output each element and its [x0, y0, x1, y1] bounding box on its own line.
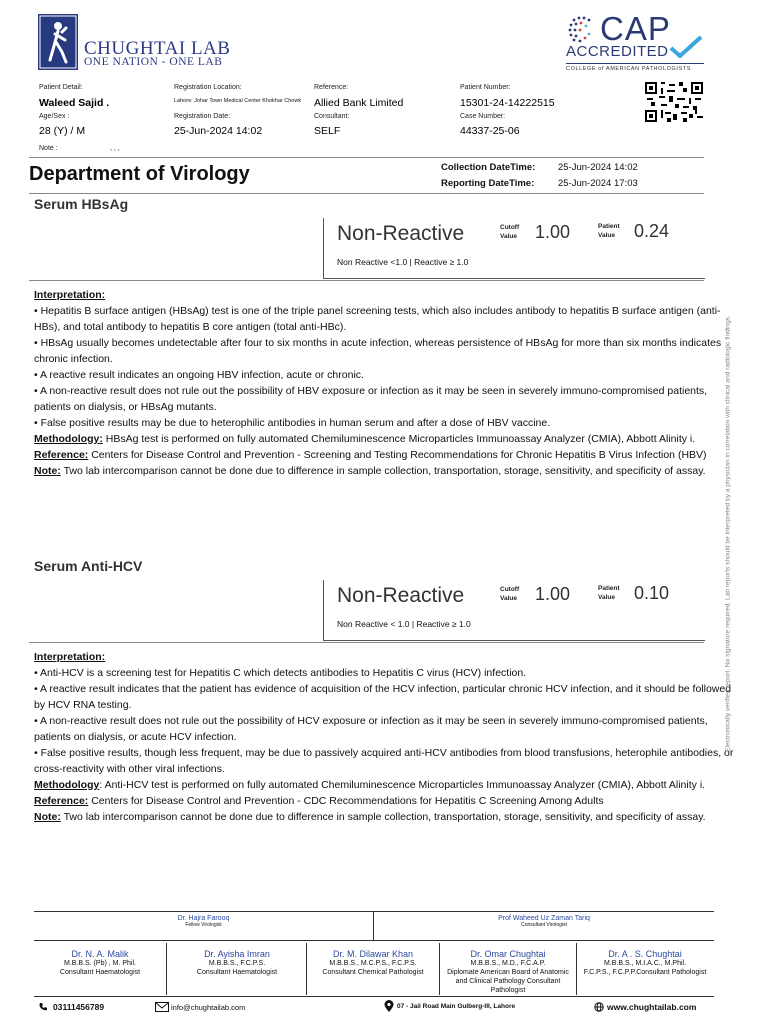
reporting-label: Reporting DateTime: — [441, 178, 535, 189]
reference-label: Reference: — [314, 84, 349, 91]
location-pin-icon — [384, 1000, 394, 1013]
walking-man-icon — [38, 14, 78, 70]
lab-name: CHUGHTAI LAB — [84, 38, 231, 59]
cap-title: CAP — [600, 10, 671, 47]
cap-divider — [566, 63, 704, 64]
result-hcv: Non-Reactive — [337, 584, 465, 607]
note-value: , , , — [110, 145, 120, 152]
collection-label: Collection DateTime: — [441, 162, 536, 173]
email-icon — [155, 1002, 169, 1012]
cap-accredited: ACCREDITED — [566, 43, 669, 60]
footer-rule — [34, 996, 714, 997]
result-hbsag: Non-Reactive — [337, 222, 465, 245]
interpretation-hcv: Interpretation: • Anti-HCV is a screening test for Hepatitis C which detects antibodies to Hepatitis C virus (HCV) infection. • A reactive result indicates that the patient has evidence of acquisition of the HCV infection, particular chronic HCV infection, and it should be followed by HCV RNA testing. • A non-reactive result does not rule out the possibility of HCV exposure or infection as it may be seen in severely immuno-compromised patients, patients on dialysis, or acute HCV infection. • False positive results, though less frequent, may be due to passively acquired anti-HCV antibodies from blood transfusions, heterophile antibodies, or cross-reactivity with other viral infections. Methodology: Anti-HCV test is performed on fully automated Chemiluminescence Microparticles Immunoassay Analyzer (CMIA), Abbott Alinity i. Reference: Centers for Disease Control and Prevention - CDC Recommendations for Hepatitis C Screening Among Adults Note: Two lab intercomparison cannot be done due to difference in sample collection, transportation, storage, sensitivity, and specificity of assay. — [34, 651, 734, 823]
cutoff-value-hbsag: 1.00 — [535, 222, 571, 242]
age-label: Age/Sex : — [39, 113, 70, 120]
patient-value-hcv: 0.10 — [634, 583, 670, 603]
signatory-sep — [306, 943, 307, 995]
section-divider — [29, 642, 704, 643]
footer-phone[interactable]: 03111456789 — [53, 1002, 105, 1012]
collection-value: 25-Jun-2024 14:02 — [558, 162, 638, 173]
case-number-value: 44337-25-06 — [460, 125, 520, 137]
patient-label-hcv: Patient Value — [598, 585, 620, 601]
lab-tagline: ONE NATION - ONE LAB — [84, 56, 223, 68]
cutoff-label-hbsag: Cutoff Value — [500, 224, 520, 240]
lab-logo — [38, 14, 78, 70]
signatory-sep — [166, 943, 167, 995]
consultant-value: SELF — [314, 125, 341, 137]
range-hcv: Non Reactive < 1.0 | Reactive ≥ 1.0 — [337, 619, 471, 629]
reg-location-label: Registration Location: — [174, 84, 242, 91]
signatory-top-2: Prof Waheed Uz Zaman Tariq Consultant Virologist — [498, 915, 590, 928]
signatory-1: Dr. N. A. Malik M.B.B.S. (Pb) , M. Phil. Consultant Haematologist — [59, 949, 141, 976]
note-label: Note : — [39, 145, 58, 152]
patient-number-label: Patient Number: — [460, 84, 511, 91]
range-hbsag: Non Reactive <1.0 | Reactive ≥ 1.0 — [337, 257, 469, 267]
cutoff-label-hcv: Cutoff Value — [500, 586, 520, 602]
phone-icon — [38, 1002, 48, 1012]
case-number-label: Case Number: — [460, 113, 506, 120]
side-disclaimer: Electronically verified report. No signature required. Lab reports should be interpreted by a physician in correlation with clinical and radiologic findings. — [724, 315, 732, 752]
footer-website[interactable]: www.chughtailab.com — [607, 1002, 697, 1012]
department-divider — [29, 193, 704, 194]
signatory-3: Dr. M. Dilawar Khan M.B.B.S., M.C.P.S., F.C.P.S. Consultant Chemical Pathologist — [322, 949, 424, 976]
consultant-label: Consultant: — [314, 113, 350, 120]
reference-value: Allied Bank Limited — [314, 97, 404, 109]
cap-subtitle: COLLEGE of AMERICAN PATHOLOGISTS — [566, 66, 692, 72]
patient-name: Waleed Sajid . — [39, 97, 110, 109]
interpretation-hbsag: Interpretation: • Hepatitis B surface antigen (HBsAg) test is one of the triple panel screening tests, which also includes antibody to hepatitis B surface antigen (anti-HBs), and total antibody to hepatitis B core antigen (total anti-HBc). • HBsAg usually becomes undetectable after four to six months in acute infection, whereas persistence of HBsAg for more than six months indicates chronic infection. • A reactive result indicates an ongoing HBV infection, acute or chronic. • A non-reactive result does not rule out the possibility of HBV exposure or infection as it may be seen in severely immuno-compromised patients, patients on dialysis, or HBsAg mutants. • False positive results may be due to heterophilic antibodies in human serum and after a dose of HBV vaccine. Methodology: HBsAg test is performed on fully automated Chemiluminescence Microparticles Immunoassay Analyzer (CMIA), Abbott Alinity i. Reference: Centers for Disease Control and Prevention - Screening and Testing Recommendations for Chronic Hepatitis B Virus Infection (HBV) Note: Two lab intercomparison cannot be done due to difference in sample collection, transportation, storage, sensitivity, and specificity of assay. — [34, 289, 722, 477]
patient-number-value: 15301-24-14222515 — [460, 97, 555, 109]
patient-value-hbsag: 0.24 — [634, 221, 670, 241]
section-divider — [29, 280, 704, 281]
reg-date-label: Registration Date: — [174, 113, 231, 120]
signatory-top-1: Dr. Hajra Farooq Fellow Virologist — [177, 915, 230, 928]
signatory-5: Dr. A . S. Chughtai M.B.B.S., M.I.A.C., M.Phil. F.C.P.S., F.C.P.P.Consultant Pathologist — [583, 949, 707, 976]
checkmark-icon — [668, 34, 704, 60]
cap-dots-icon — [566, 14, 598, 46]
signature-top-rule — [34, 911, 714, 912]
cutoff-value-hcv: 1.00 — [535, 584, 571, 604]
department-title: Department of Virology — [29, 163, 250, 185]
reg-date-value: 25-Jun-2024 14:02 — [174, 125, 263, 137]
age-value: 28 (Y) / M — [39, 125, 86, 137]
reg-location-value: Lahore: Johar Town Medical Center Khokhar Chowk — [174, 98, 302, 104]
patient-label-hbsag: Patient Value — [598, 223, 620, 239]
footer-email[interactable]: info@chughtailab.com — [171, 1003, 246, 1012]
patient-detail-label: Patient Detail: — [39, 84, 83, 91]
qr-code — [645, 82, 703, 122]
signatory-4: Dr. Omar Chughtai M.B.B.S., M.D., F.C.A.P. Diplomate American Board of Anatomic and Clinical Pathology Consultant Pathologist — [447, 949, 569, 994]
test-title-hbsag: Serum HBsAg — [34, 196, 129, 212]
header-divider — [29, 157, 704, 158]
signature-mid-rule — [34, 940, 714, 941]
footer-address: 07 - Jail Road Main Gulberg-III, Lahore — [397, 1003, 516, 1010]
signatory-2: Dr. Ayisha Imran M.B.B.S., F.C.P.S. Consultant Haematologist — [196, 949, 278, 976]
reporting-value: 25-Jun-2024 17:03 — [558, 178, 638, 189]
globe-icon — [594, 1002, 604, 1012]
test-title-hcv: Serum Anti-HCV — [34, 558, 143, 574]
